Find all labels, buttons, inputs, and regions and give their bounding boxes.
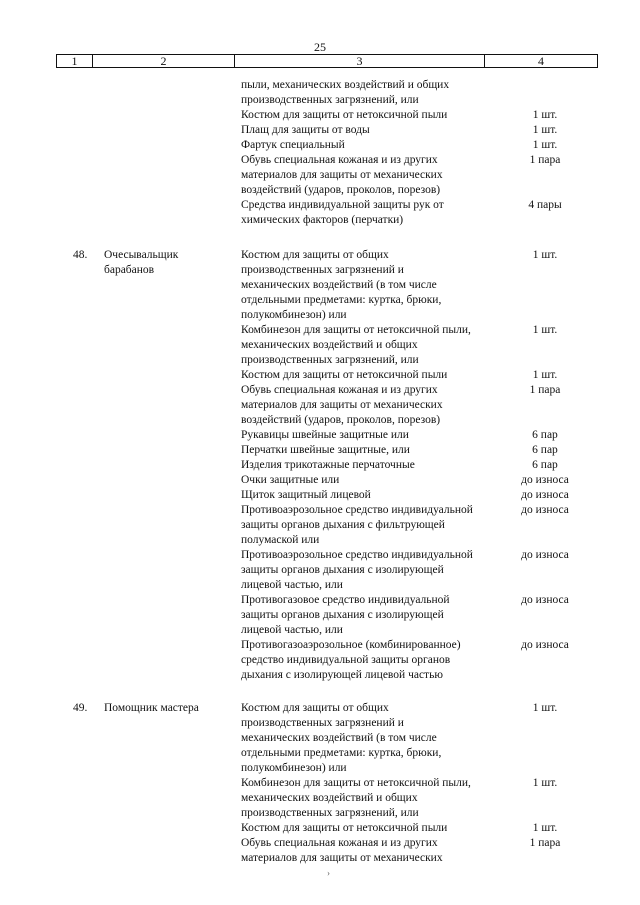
item-quantity: 4 пары <box>528 199 562 211</box>
table-header <box>56 54 598 68</box>
items-list <box>241 78 591 228</box>
footer-mark: › <box>327 868 330 878</box>
item-quantity: 1 шт. <box>532 139 558 151</box>
list-item <box>241 383 591 428</box>
item-quantity: 1 шт. <box>532 324 558 336</box>
item-name: Костюм для защиты от нетоксичной пыли <box>241 109 448 121</box>
item-name: Средства индивидуальной защиты рук от химических факторов (перчатки) <box>241 199 444 226</box>
item-name: Комбинезон для защиты от нетоксичной пыли, механических воздействий и общих производственных загрязнений, или <box>241 777 471 819</box>
item-name: Щиток защитный лицевой <box>241 489 371 501</box>
list-item <box>241 138 591 153</box>
item-quantity: 1 шт. <box>532 702 558 714</box>
item-name: Обувь специальная кожаная и из других материалов для защиты от механических <box>241 837 443 864</box>
table-row-continuation <box>0 78 640 228</box>
list-item <box>241 638 591 683</box>
item-name: Рукавицы швейные защитные или <box>241 429 409 441</box>
item-quantity: 1 шт. <box>532 369 558 381</box>
row-number: 48. <box>73 249 88 261</box>
item-quantity: 1 шт. <box>532 249 558 261</box>
table-row-48 <box>0 248 640 683</box>
list-item <box>241 153 591 198</box>
item-name: Перчатки швейные защитные, или <box>241 444 410 456</box>
list-item <box>241 473 591 488</box>
item-name: Очки защитные или <box>241 474 340 486</box>
item-name: Костюм для защиты от нетоксичной пыли <box>241 369 448 381</box>
item-quantity: 6 пар <box>532 444 558 456</box>
item-quantity: до износа <box>521 549 569 561</box>
item-name: Обувь специальная кожаная и из других материалов для защиты от механических воздействий (ударов, проколов, порезов) <box>241 154 443 196</box>
table-body <box>0 78 640 866</box>
item-quantity: до износа <box>521 489 569 501</box>
item-name: Костюм для защиты от общих производственных загрязнений и механических воздействий (в том числе отдельными предметами: куртка, брюки, полукомбинезон) или <box>241 702 442 774</box>
list-item <box>241 821 591 836</box>
item-name: Костюм для защиты от нетоксичной пыли <box>241 822 448 834</box>
item-quantity: до износа <box>521 639 569 651</box>
list-item <box>241 701 591 776</box>
list-item <box>241 198 591 228</box>
list-item <box>241 548 591 593</box>
header-col-1: 1 <box>57 55 93 67</box>
header-col-4: 4 <box>538 54 544 68</box>
item-quantity: 1 шт. <box>532 124 558 136</box>
list-item <box>241 503 591 548</box>
item-name: пыли, механических воздействий и общих производственных загрязнений, или <box>241 79 450 106</box>
item-quantity: до износа <box>521 594 569 606</box>
items-list <box>241 701 591 866</box>
item-quantity: 1 пара <box>529 384 561 396</box>
row-profession: Очесывальщик барабанов <box>104 249 179 276</box>
table-row-49 <box>0 701 640 866</box>
item-name: Противоаэрозольное средство индивидуальной защиты органов дыхания с фильтрующей полумаской или <box>241 504 473 546</box>
page-number: 25 <box>314 40 326 54</box>
item-name: Обувь специальная кожаная и из других материалов для защиты от механических воздействий (ударов, проколов, порезов) <box>241 384 443 426</box>
item-name: Костюм для защиты от общих производственных загрязнений и механических воздействий (в том числе отдельными предметами: куртка, брюки, полукомбинезон) или <box>241 249 442 321</box>
item-quantity: 6 пар <box>532 429 558 441</box>
item-quantity: 1 пара <box>529 837 561 849</box>
item-name: Комбинезон для защиты от нетоксичной пыли, механических воздействий и общих производственных загрязнений, или <box>241 324 471 366</box>
header-col-3: 3 <box>235 55 485 67</box>
list-item <box>241 836 591 866</box>
list-item <box>241 593 591 638</box>
list-item <box>241 123 591 138</box>
item-name: Противогазовое средство индивидуальной защиты органов дыхания с изолирующей лицевой частью, или <box>241 594 450 636</box>
item-quantity: 1 шт. <box>532 109 558 121</box>
item-name: Противоаэрозольное средство индивидуальной защиты органов дыхания с изолирующей лицевой частью, или <box>241 549 473 591</box>
list-item <box>241 488 591 503</box>
row-profession: Помощник мастера <box>104 702 199 714</box>
item-quantity: 1 шт. <box>532 777 558 789</box>
item-quantity: до износа <box>521 474 569 486</box>
list-item <box>241 428 591 443</box>
list-item <box>241 776 591 821</box>
item-quantity: 6 пар <box>532 459 558 471</box>
item-name: Фартук специальный <box>241 139 345 151</box>
item-name: Изделия трикотажные перчаточные <box>241 459 415 471</box>
list-item <box>241 458 591 473</box>
row-number: 49. <box>73 702 88 714</box>
list-item <box>241 108 591 123</box>
list-item <box>241 443 591 458</box>
list-item <box>241 78 591 108</box>
item-name: Противогазоаэрозольное (комбинированное) средство индивидуальной защиты органов дыхания с изолирующей лицевой частью <box>241 639 461 681</box>
item-quantity: 1 шт. <box>532 822 558 834</box>
list-item <box>241 248 591 323</box>
list-item <box>241 368 591 383</box>
item-quantity: 1 пара <box>529 154 561 166</box>
list-item <box>241 323 591 368</box>
item-name: Плащ для защиты от воды <box>241 124 370 136</box>
header-col-2: 2 <box>93 55 235 67</box>
items-list <box>241 248 591 683</box>
item-quantity: до износа <box>521 504 569 516</box>
